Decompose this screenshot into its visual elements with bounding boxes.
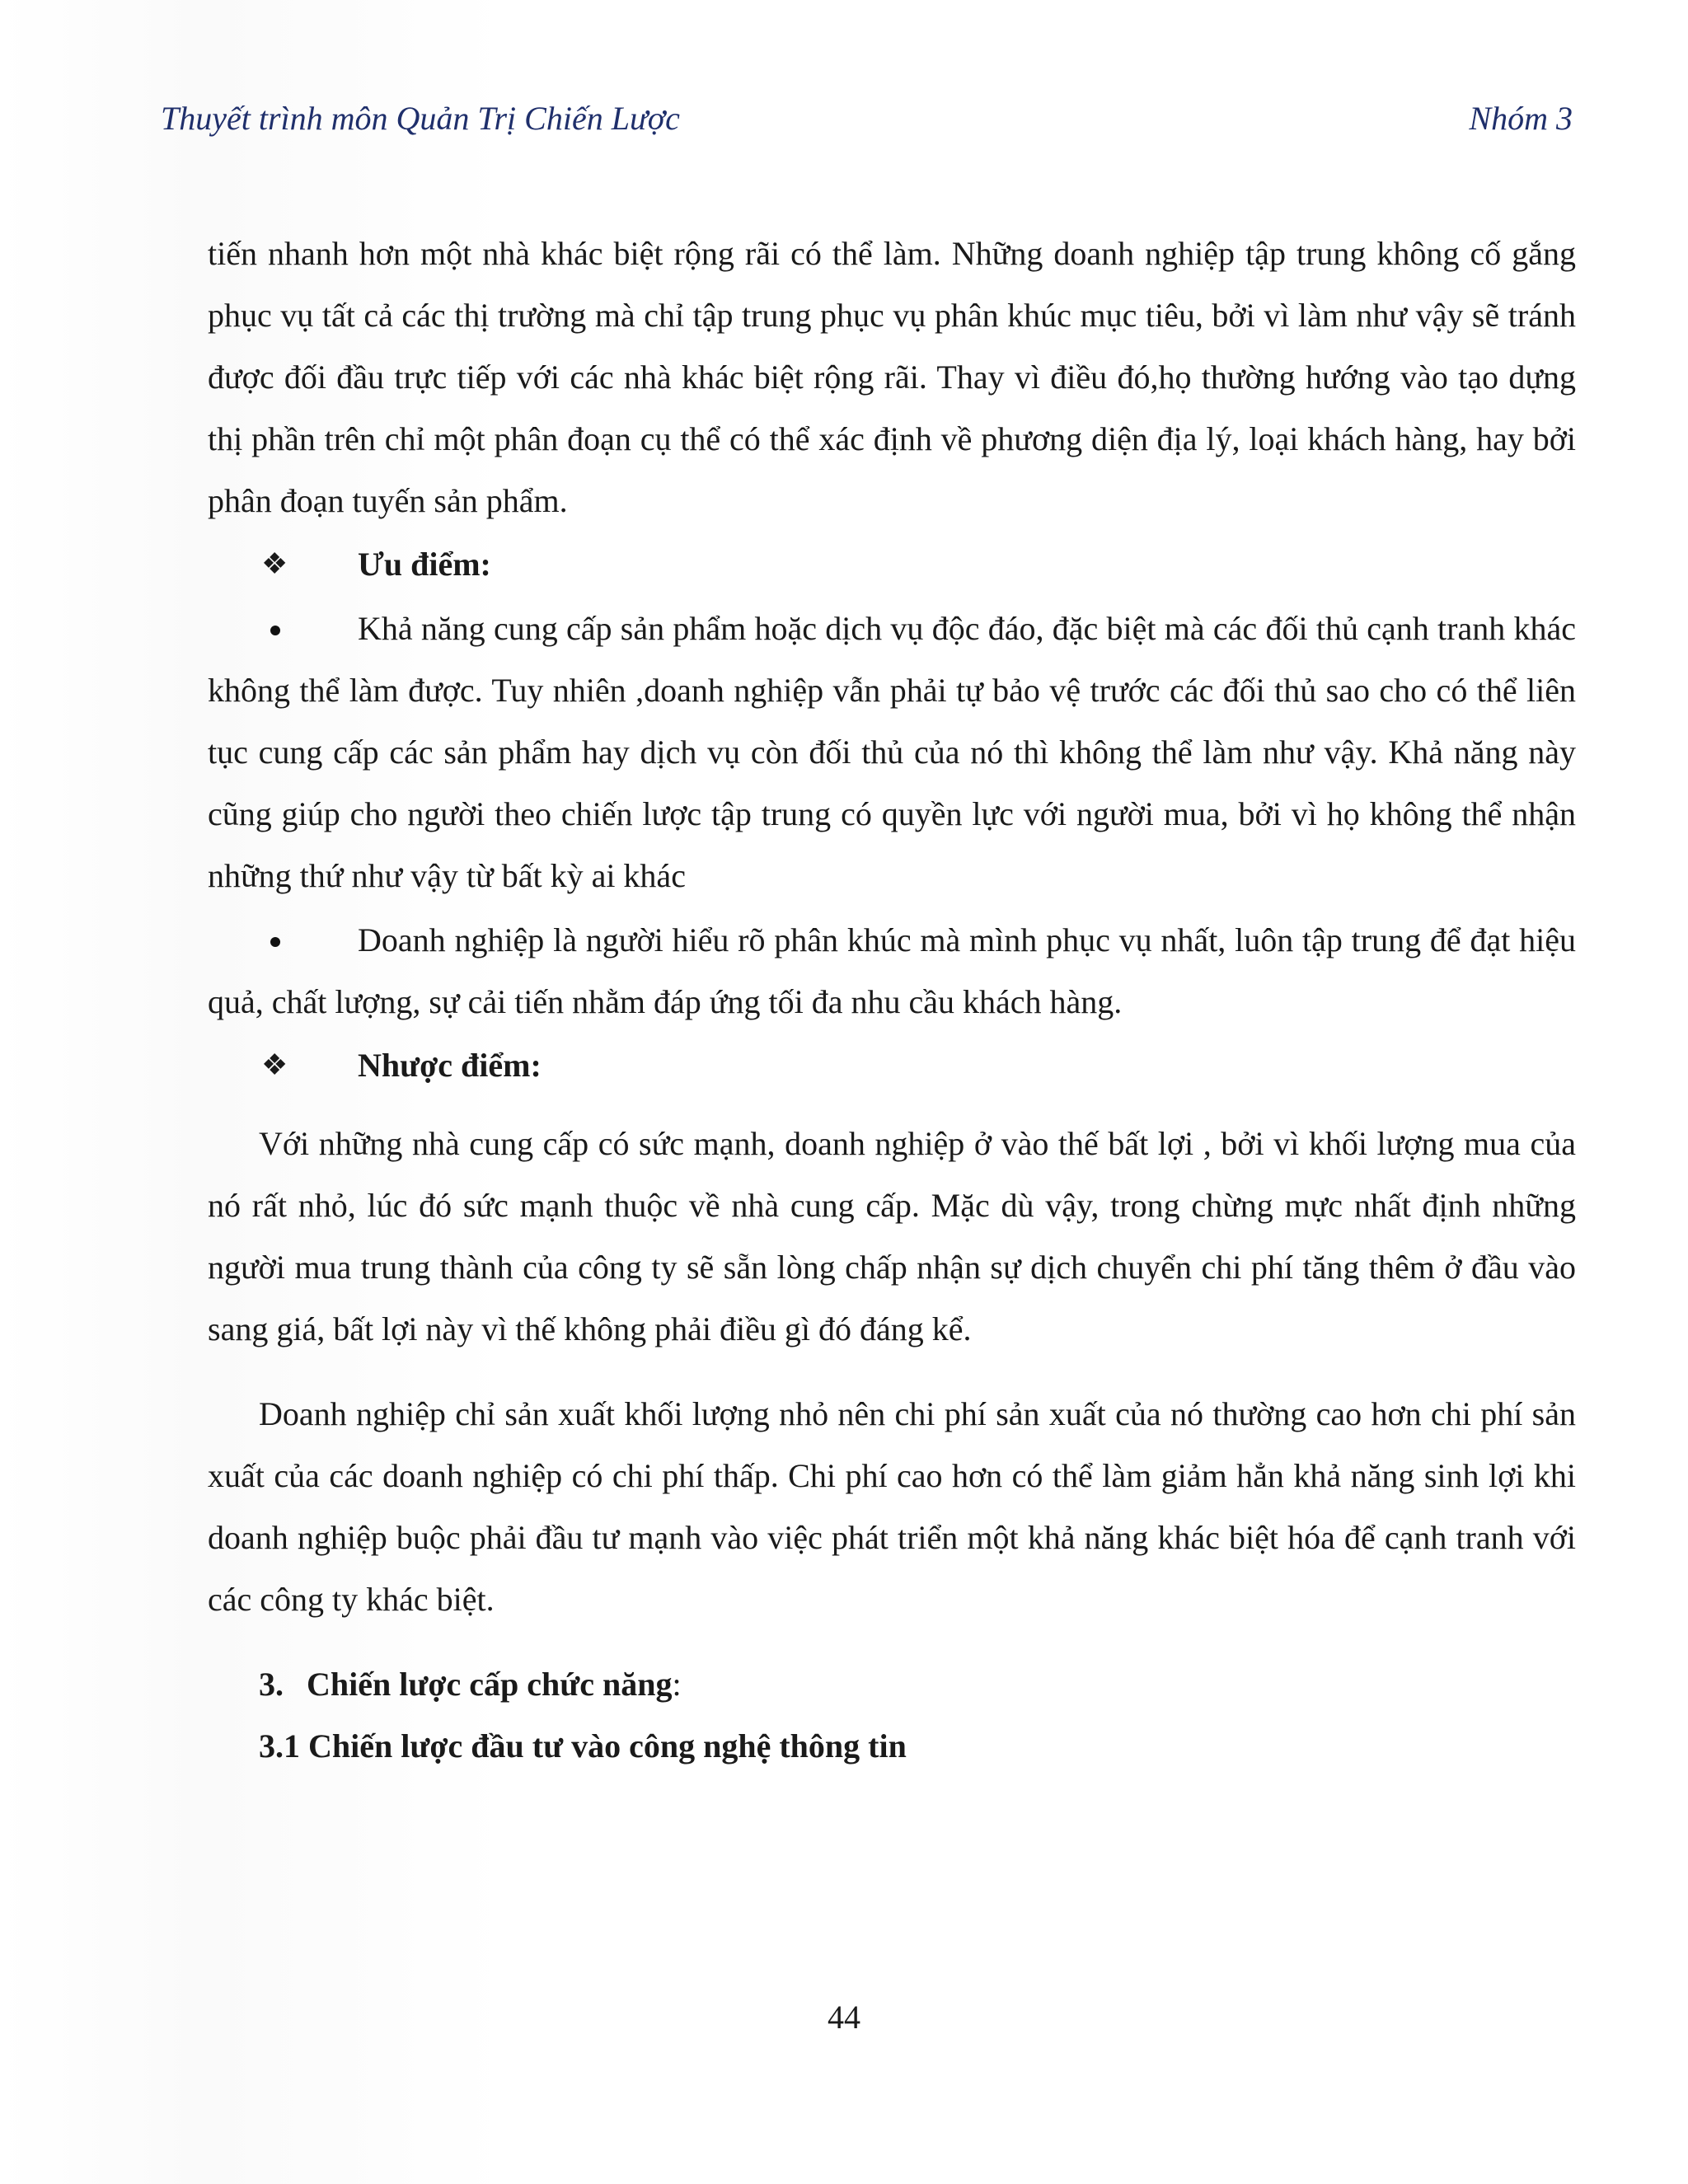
section-3-number: 3. — [259, 1666, 284, 1703]
bullet-dot-icon — [270, 626, 280, 635]
disadvantages-heading-text: Nhược điểm: — [358, 1047, 542, 1084]
spacer — [208, 1630, 1576, 1653]
page-body — [208, 223, 1576, 1777]
disadvantages-heading — [208, 1034, 1576, 1096]
diamond-bullet-icon: ❖ — [261, 1048, 288, 1081]
intro-paragraph: tiến nhanh hơn một nhà khác biệt rộng rãi có thể làm. Những doanh nghiệp tập trung không cố gắng phục vụ tất cả các thị trường mà chỉ tập trung phục vụ phân khúc mục tiêu, bởi vì làm như vậy sẽ tránh được đối đầu trực tiếp với các nhà khác biệt rộng rãi. Thay vì điều đó,họ thường hướng vào tạo dựng thị phần trên chỉ một phân đoạn cụ thể có thể xác định về phương diện địa lý, loại khách hàng, hay bởi phân đoạn tuyến sản phẩm. — [208, 235, 1576, 519]
bullet-dot-icon — [270, 937, 280, 947]
advantages-heading — [208, 533, 1576, 595]
spacer — [208, 1360, 1576, 1383]
section-3-colon: : — [672, 1666, 682, 1703]
section-3-1-title: 3.1 Chiến lược đầu tư vào công nghệ thông tin — [259, 1727, 907, 1765]
disadvantage-paragraph-2: Doanh nghiệp chỉ sản xuất khối lượng nhỏ nên chi phí sản xuất của nó thường cao hơn chi phí sản xuất của các doanh nghiệp có chi phí thấp. Chi phí cao hơn có thể làm giảm hẳn khả năng sinh lợi khi doanh nghiệp buộc phải đầu tư mạnh vào việc phát triển một khả năng khác biệt hóa để cạnh tranh với các công ty khác biệt. — [208, 1395, 1576, 1618]
disadvantage-paragraph-1: Với những nhà cung cấp có sức mạnh, doanh nghiệp ở vào thế bất lợi , bởi vì khối lượng mua của nó rất nhỏ, lúc đó sức mạnh thuộc về nhà cung cấp. Mặc dù vậy, trong chừng mực nhất định những người mua trung thành của công ty sẽ sẵn lòng chấp nhận sự dịch chuyển chi phí tăng thêm ở đầu vào sang giá, bất lợi này vì thế không phải điều gì đó đáng kể. — [208, 1125, 1576, 1347]
advantage-bullet-2 — [208, 909, 1576, 1033]
advantages-heading-text: Ưu điểm: — [358, 546, 491, 583]
spacer — [208, 1096, 1576, 1113]
section-3-title: Chiến lược cấp chức năng — [307, 1666, 673, 1703]
section-3-heading — [259, 1653, 1576, 1715]
header-group: Nhóm 3 — [1469, 100, 1573, 137]
diamond-bullet-icon: ❖ — [261, 547, 288, 580]
page-number: 44 — [828, 1999, 860, 2036]
advantage-bullet-1-text: Khả năng cung cấp sản phẩm hoặc dịch vụ độc đáo, đặc biệt mà các đối thủ cạnh tranh khác không thể làm được. Tuy nhiên ,doanh nghiệp vẫn phải tự bảo vệ trước các đối thủ sao cho có thể liên tục cung cấp các sản phẩm hay dịch vụ còn đối thủ của nó thì không thể làm như vậy. Khả năng này cũng giúp cho người theo chiến lược tập trung có quyền lực với người mua, bởi vì họ không thể nhận những thứ như vậy từ bất kỳ ai khác — [208, 610, 1576, 894]
advantage-bullet-1 — [208, 598, 1576, 907]
header-title: Thuyết trình môn Quản Trị Chiến Lược — [161, 100, 680, 137]
section-3-1-heading — [259, 1715, 1576, 1777]
advantage-bullet-2-text: Doanh nghiệp là người hiểu rõ phân khúc mà mình phục vụ nhất, luôn tập trung để đạt hiệu quả, chất lượng, sự cải tiến nhằm đáp ứng tối đa nhu cầu khách hàng. — [208, 921, 1576, 1020]
page-header — [161, 91, 1573, 148]
